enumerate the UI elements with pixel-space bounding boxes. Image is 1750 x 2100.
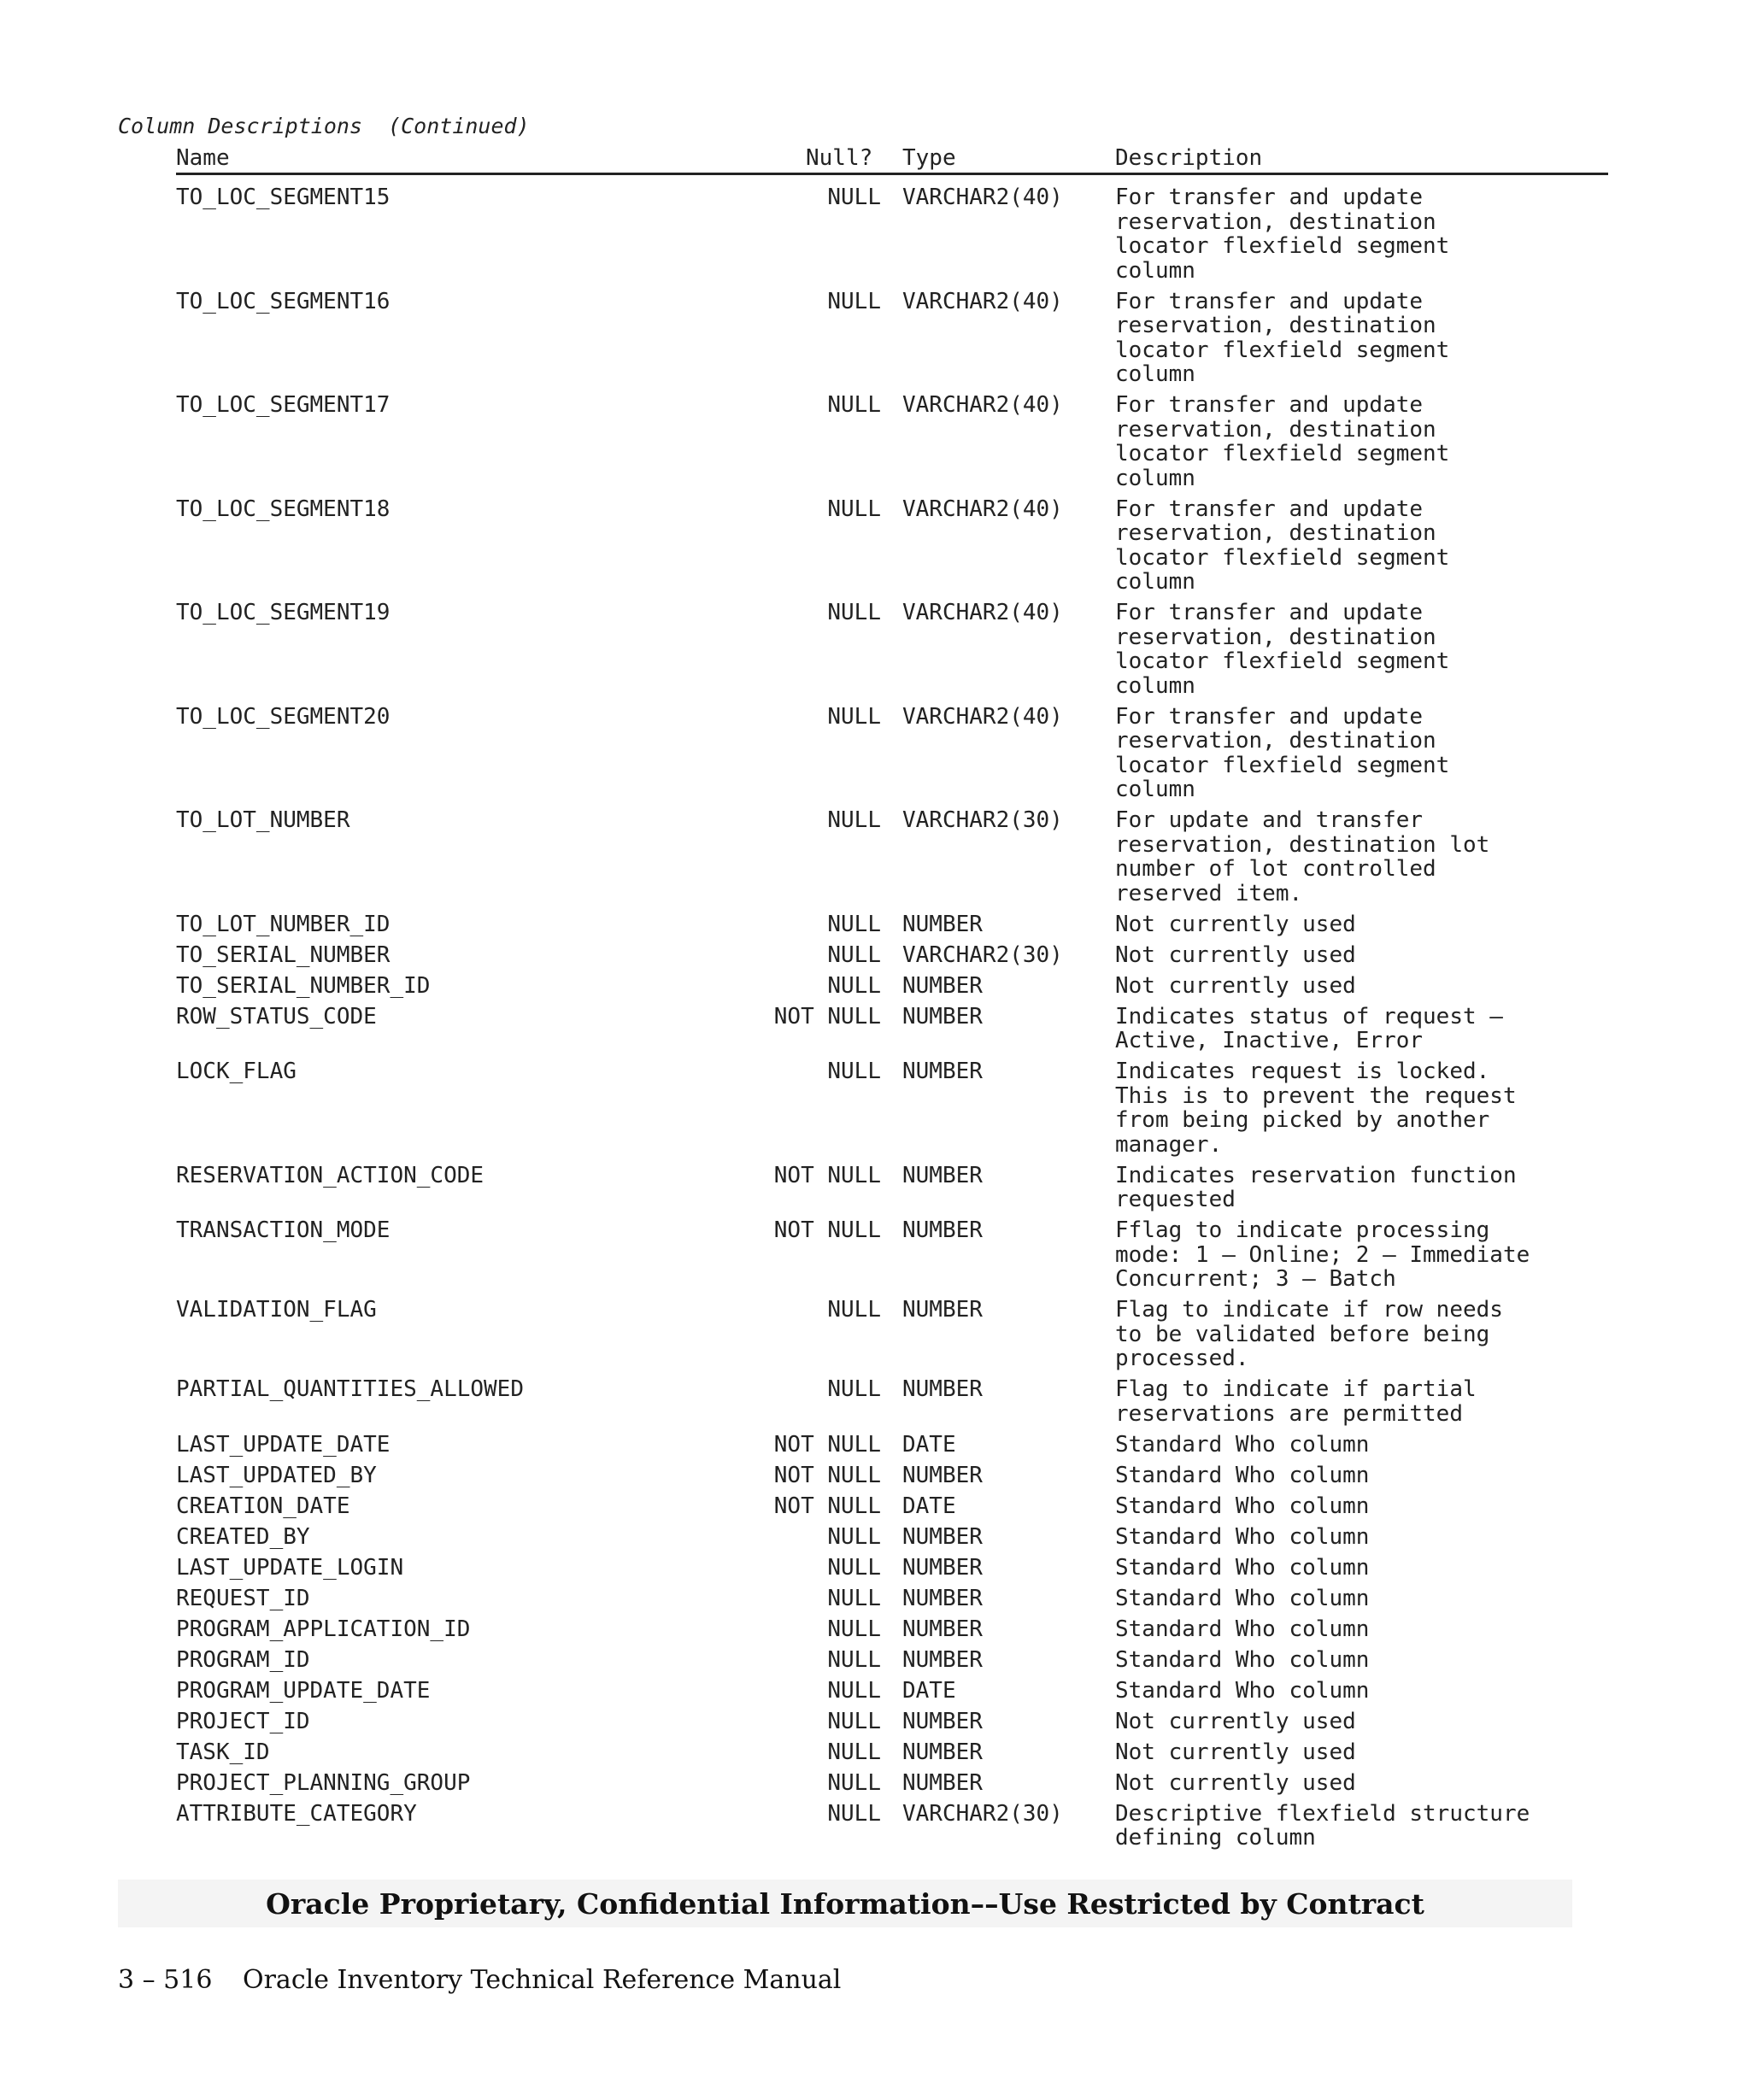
column-description: [1115, 1771, 1608, 1796]
column-null: NOT NULL: [773, 1003, 881, 1029]
column-descriptions-table: [176, 146, 1608, 1857]
column-type: NUMBER: [902, 1523, 983, 1550]
column-name: TO_LOC_SEGMENT15: [176, 185, 391, 210]
column-type: VARCHAR2(30): [902, 807, 1063, 833]
column-null: NOT NULL: [773, 1431, 881, 1458]
column-null: NOT NULL: [773, 1162, 881, 1188]
description-line: Standard Who column: [1115, 1493, 1370, 1519]
column-null: NULL: [827, 1376, 881, 1402]
header-name: Name: [176, 145, 230, 171]
column-null: NULL: [827, 1769, 881, 1796]
column-type: DATE: [902, 1493, 956, 1519]
column-null: NULL: [827, 496, 881, 522]
column-type: VARCHAR2(30): [902, 941, 1063, 968]
column-null: NULL: [827, 1646, 881, 1673]
description-line: locator flexfield segment: [1115, 544, 1450, 571]
column-description: [1115, 1587, 1608, 1611]
column-description: [1115, 1059, 1608, 1157]
description-line: For transfer and update: [1115, 185, 1424, 210]
column-type: NUMBER: [902, 972, 983, 999]
column-description: [1115, 974, 1608, 999]
table-body: [176, 175, 1608, 1851]
table-row: [176, 1464, 1608, 1488]
column-null: NULL: [827, 703, 881, 730]
column-description: [1115, 943, 1608, 968]
column-description: [1115, 1710, 1608, 1734]
column-name: PROGRAM_ID: [176, 1646, 310, 1673]
column-null: NOT NULL: [773, 1217, 881, 1243]
table-row: [176, 1164, 1608, 1212]
description-line: column: [1115, 361, 1195, 387]
column-null: NULL: [827, 1523, 881, 1550]
description-line: Not currently used: [1115, 972, 1356, 999]
description-line: Standard Who column: [1115, 1585, 1370, 1611]
column-description: [1115, 1494, 1608, 1519]
column-description: [1115, 1556, 1608, 1581]
column-type: NUMBER: [902, 1616, 983, 1642]
description-line: manager.: [1115, 1131, 1223, 1158]
description-line: column: [1115, 465, 1195, 491]
column-description: [1115, 1464, 1608, 1488]
table-row: [176, 1771, 1608, 1796]
description-line: reserved item.: [1115, 880, 1303, 906]
column-null: NULL: [827, 600, 881, 625]
header-description: Description: [1115, 145, 1263, 171]
description-line: Active, Inactive, Error: [1115, 1028, 1424, 1053]
column-description: [1115, 1433, 1608, 1458]
column-type: DATE: [902, 1431, 956, 1458]
table-row: [176, 1802, 1608, 1851]
description-line: reservations are permitted: [1115, 1400, 1463, 1427]
column-name: TO_LOC_SEGMENT18: [176, 496, 391, 522]
table-row: [176, 1648, 1608, 1673]
description-line: Flag to indicate if row needs: [1115, 1297, 1503, 1323]
column-name: VALIDATION_FLAG: [176, 1297, 377, 1323]
description-line: Indicates status of request –: [1115, 1003, 1503, 1029]
description-line: Concurrent; 3 – Batch: [1115, 1266, 1396, 1292]
table-row: [176, 1710, 1608, 1734]
description-line: For transfer and update: [1115, 496, 1424, 522]
column-description: [1115, 1218, 1608, 1292]
column-description: [1115, 1648, 1608, 1673]
column-type: VARCHAR2(40): [902, 600, 1063, 625]
description-line: Flag to indicate if partial: [1115, 1376, 1477, 1402]
column-description: [1115, 497, 1608, 595]
column-name: ROW_STATUS_CODE: [176, 1003, 377, 1029]
description-line: column: [1115, 672, 1195, 699]
column-name: PROJECT_ID: [176, 1708, 310, 1734]
table-row: [176, 1556, 1608, 1581]
table-row: [176, 1059, 1608, 1157]
table-row: [176, 1525, 1608, 1550]
description-line: Not currently used: [1115, 1708, 1356, 1734]
column-name: PROGRAM_UPDATE_DATE: [176, 1677, 431, 1704]
column-description: [1115, 808, 1608, 906]
column-name: TO_LOC_SEGMENT16: [176, 288, 391, 314]
description-line: reservation, destination: [1115, 728, 1436, 754]
table-row: [176, 912, 1608, 937]
header-null: Null?: [806, 145, 873, 171]
table-row: [176, 601, 1608, 698]
description-line: to be validated before being: [1115, 1321, 1490, 1347]
description-line: requested: [1115, 1187, 1236, 1212]
column-name: TO_SERIAL_NUMBER_ID: [176, 972, 431, 999]
table-row: [176, 1617, 1608, 1642]
column-name: ATTRIBUTE_CATEGORY: [176, 1800, 417, 1827]
description-line: column: [1115, 257, 1195, 284]
column-null: NULL: [827, 1297, 881, 1323]
column-description: [1115, 185, 1608, 283]
description-line: column: [1115, 777, 1195, 802]
description-line: locator flexfield segment: [1115, 441, 1450, 466]
table-row: [176, 290, 1608, 387]
table-row: [176, 1587, 1608, 1611]
column-type: NUMBER: [902, 1462, 983, 1488]
column-type: NUMBER: [902, 1646, 983, 1673]
column-null: NULL: [827, 1739, 881, 1765]
column-name: TO_LOC_SEGMENT19: [176, 600, 391, 625]
column-description: [1115, 1740, 1608, 1765]
column-description: [1115, 1164, 1608, 1212]
table-row: [176, 185, 1608, 283]
description-line: Indicates reservation function: [1115, 1162, 1517, 1188]
column-null: NULL: [827, 1800, 881, 1827]
description-line: number of lot controlled: [1115, 856, 1436, 882]
description-line: Indicates request is locked.: [1115, 1059, 1490, 1084]
description-line: Not currently used: [1115, 911, 1356, 937]
column-null: NULL: [827, 1585, 881, 1611]
column-type: DATE: [902, 1677, 956, 1704]
column-null: NULL: [827, 911, 881, 937]
column-null: NOT NULL: [773, 1493, 881, 1519]
column-name: LAST_UPDATED_BY: [176, 1462, 377, 1488]
table-row: [176, 1005, 1608, 1053]
column-type: VARCHAR2(40): [902, 288, 1063, 314]
column-type: NUMBER: [902, 1217, 983, 1243]
table-row: [176, 393, 1608, 490]
column-null: NULL: [827, 972, 881, 999]
column-name: PARTIAL_QUANTITIES_ALLOWED: [176, 1376, 524, 1402]
description-line: reservation, destination: [1115, 313, 1436, 338]
description-line: Not currently used: [1115, 1769, 1356, 1796]
column-description: [1115, 1298, 1608, 1371]
table-row: [176, 497, 1608, 595]
column-description: [1115, 601, 1608, 698]
column-type: NUMBER: [902, 1585, 983, 1611]
description-line: Standard Who column: [1115, 1523, 1370, 1550]
column-name: CREATION_DATE: [176, 1493, 350, 1519]
column-description: [1115, 1377, 1608, 1426]
column-description: [1115, 1617, 1608, 1642]
column-name: TO_LOC_SEGMENT20: [176, 703, 391, 730]
description-line: locator flexfield segment: [1115, 337, 1450, 363]
description-line: locator flexfield segment: [1115, 233, 1450, 259]
header-type: Type: [902, 145, 956, 171]
column-null: NULL: [827, 1554, 881, 1581]
confidentiality-banner: Oracle Proprietary, Confidential Information––Use Restricted by Contract: [118, 1880, 1572, 1927]
description-line: column: [1115, 569, 1195, 595]
column-name: LAST_UPDATE_LOGIN: [176, 1554, 404, 1581]
description-line: Not currently used: [1115, 1739, 1356, 1765]
table-row: [176, 943, 1608, 968]
description-line: locator flexfield segment: [1115, 752, 1450, 778]
column-name: TO_LOT_NUMBER_ID: [176, 911, 391, 937]
table-header: [176, 146, 1608, 175]
page-number: 3 – 516: [118, 1965, 213, 1995]
column-type: NUMBER: [902, 1739, 983, 1765]
description-line: Standard Who column: [1115, 1554, 1370, 1581]
column-null: NULL: [827, 288, 881, 314]
description-line: Standard Who column: [1115, 1646, 1370, 1673]
column-name: TO_LOC_SEGMENT17: [176, 392, 391, 418]
column-type: NUMBER: [902, 1769, 983, 1796]
column-name: TRANSACTION_MODE: [176, 1217, 391, 1243]
column-name: LOCK_FLAG: [176, 1059, 297, 1084]
description-line: reservation, destination: [1115, 520, 1436, 546]
column-null: NULL: [827, 1708, 881, 1734]
column-name: RESERVATION_ACTION_CODE: [176, 1162, 484, 1188]
description-line: processed.: [1115, 1346, 1249, 1371]
description-line: Standard Who column: [1115, 1616, 1370, 1642]
column-type: VARCHAR2(30): [902, 1800, 1063, 1827]
column-type: VARCHAR2(40): [902, 703, 1063, 730]
description-line: Standard Who column: [1115, 1431, 1370, 1458]
table-caption: Column Descriptions (Continued): [118, 114, 530, 138]
column-name: PROGRAM_APPLICATION_ID: [176, 1616, 471, 1642]
column-description: [1115, 1802, 1608, 1851]
description-line: Descriptive flexfield structure: [1115, 1800, 1530, 1827]
description-line: For transfer and update: [1115, 703, 1424, 730]
column-description: [1115, 912, 1608, 937]
table-row: [176, 1298, 1608, 1371]
column-name: REQUEST_ID: [176, 1585, 310, 1611]
table-row: [176, 1433, 1608, 1458]
column-name: LAST_UPDATE_DATE: [176, 1431, 391, 1458]
description-line: For transfer and update: [1115, 600, 1424, 625]
column-null: NULL: [827, 1616, 881, 1642]
description-line: reservation, destination: [1115, 416, 1436, 443]
description-line: For update and transfer: [1115, 807, 1424, 833]
column-type: NUMBER: [902, 1162, 983, 1188]
column-type: VARCHAR2(40): [902, 392, 1063, 418]
column-null: NULL: [827, 185, 881, 210]
column-null: NULL: [827, 392, 881, 418]
column-type: NUMBER: [902, 1554, 983, 1581]
description-line: Fflag to indicate processing: [1115, 1217, 1490, 1243]
column-description: [1115, 705, 1608, 802]
description-line: from being picked by another: [1115, 1107, 1490, 1133]
column-null: NULL: [827, 1059, 881, 1084]
table-row: [176, 1218, 1608, 1292]
page-footer: [118, 1965, 841, 1995]
table-row: [176, 974, 1608, 999]
description-line: This is to prevent the request: [1115, 1082, 1517, 1109]
column-type: NUMBER: [902, 1003, 983, 1029]
description-line: For transfer and update: [1115, 392, 1424, 418]
column-type: NUMBER: [902, 1708, 983, 1734]
description-line: reservation, destination: [1115, 624, 1436, 650]
column-null: NULL: [827, 941, 881, 968]
manual-title: Oracle Inventory Technical Reference Manual: [243, 1965, 842, 1995]
column-type: VARCHAR2(40): [902, 185, 1063, 210]
description-line: Standard Who column: [1115, 1462, 1370, 1488]
table-row: [176, 1740, 1608, 1765]
column-name: TASK_ID: [176, 1739, 270, 1765]
table-row: [176, 1377, 1608, 1426]
column-name: TO_LOT_NUMBER: [176, 807, 350, 833]
table-row: [176, 808, 1608, 906]
column-description: [1115, 1679, 1608, 1704]
table-row: [176, 1679, 1608, 1704]
column-null: NOT NULL: [773, 1462, 881, 1488]
column-type: NUMBER: [902, 1376, 983, 1402]
column-type: NUMBER: [902, 1297, 983, 1323]
column-description: [1115, 393, 1608, 490]
description-line: Not currently used: [1115, 941, 1356, 968]
description-line: mode: 1 – Online; 2 – Immediate: [1115, 1241, 1530, 1268]
description-line: locator flexfield segment: [1115, 648, 1450, 674]
column-name: CREATED_BY: [176, 1523, 310, 1550]
column-description: [1115, 1525, 1608, 1550]
column-null: NULL: [827, 807, 881, 833]
description-line: For transfer and update: [1115, 288, 1424, 314]
column-null: NULL: [827, 1677, 881, 1704]
column-type: VARCHAR2(40): [902, 496, 1063, 522]
column-type: NUMBER: [902, 1059, 983, 1084]
table-row: [176, 1494, 1608, 1519]
description-line: defining column: [1115, 1825, 1316, 1851]
column-description: [1115, 1005, 1608, 1053]
description-line: reservation, destination: [1115, 208, 1436, 235]
column-name: TO_SERIAL_NUMBER: [176, 941, 391, 968]
table-row: [176, 705, 1608, 802]
column-name: PROJECT_PLANNING_GROUP: [176, 1769, 471, 1796]
column-type: NUMBER: [902, 911, 983, 937]
column-description: [1115, 290, 1608, 387]
description-line: reservation, destination lot: [1115, 831, 1490, 858]
description-line: Standard Who column: [1115, 1677, 1370, 1704]
